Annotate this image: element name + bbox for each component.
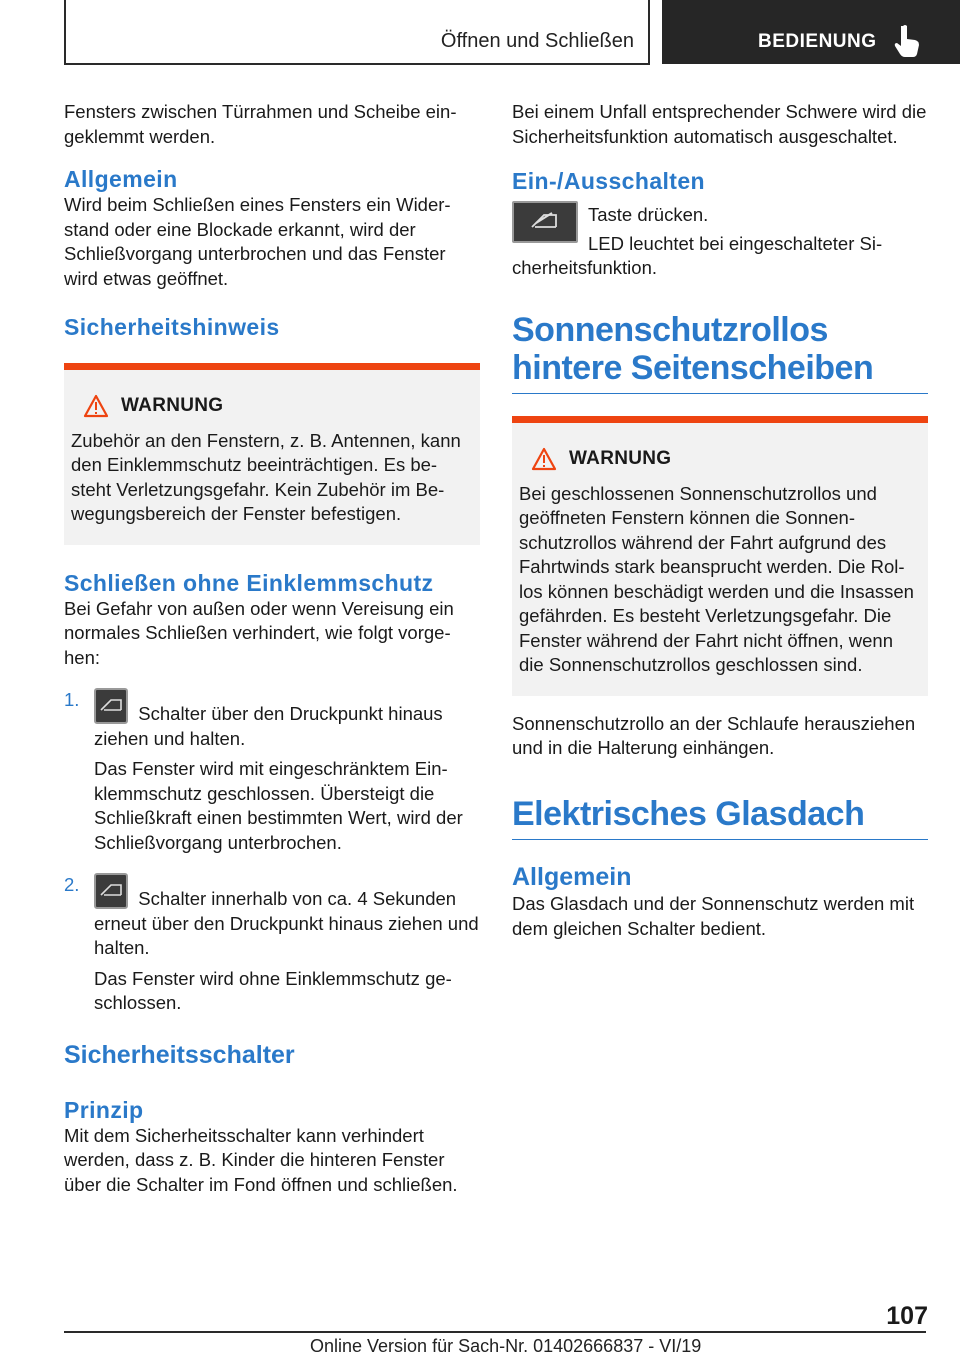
heading-elektrisches-glasdach: Elektrisches Glasdach: [512, 794, 865, 833]
warning-label: WARNUNG: [569, 448, 672, 469]
warning-text: Zubehör an den Fenstern, z. B. Antennen, kann den Einklemmschutz beeinträchtigen. Es besteht Verletzungsgefahr. Kein Zubehör im Bewegungsbereich der Fenster befestigen.: [71, 429, 461, 524]
warning-label: WARNUNG: [121, 395, 224, 416]
warning-triangle-icon: [531, 447, 557, 471]
heading-sicherheitsschalter: Sicherheitsschalter: [64, 1040, 295, 1069]
heading-rule: [512, 839, 928, 841]
pointing-hand-icon: [894, 24, 924, 58]
list-item-step-1: [64, 688, 480, 855]
schliessen-text: Bei Gefahr von außen oder wenn Vereisung ein normales Schließen verhindert, wie folgt vorgehen:: [64, 597, 454, 668]
section-title: Öffnen und Schließen: [440, 30, 634, 52]
intro-text: Fensters zwischen Türrahmen und Scheibe eingeklemmt werden.: [64, 101, 457, 147]
allgemein-text: Wird beim Schließen eines Fensters ein Widerstand oder eine Blockade erkannt, wird der Schließvorgang unterbrochen und das Fenster wird etwas geöffnet.: [64, 194, 451, 289]
warning-box: [64, 363, 480, 545]
header-bottom-border: [64, 63, 650, 65]
online-version-text: Online Version für Sach-Nr. 01402666837 - VI/19: [310, 1336, 702, 1356]
heading-allgemein-glasdach: Allgemein: [512, 863, 632, 891]
ein-aus-line1: Taste drücken.: [588, 204, 709, 225]
warning-text: Bei geschlossenen Sonnenschutzrollos und geöffneten Fenstern können die Sonnenschutzrollos während der Fahrt aufgrund des Fahrtwinds stark beansprucht werden. Die Rollos können beschädigt werden und die Insassen gefährden. Es besteht Verletzungsgefahr. Die Fenster während der Fahrt nicht öffnen, wenn die Sonnenschutzrollos geschlossen sind.: [519, 482, 914, 675]
step-subtext: Das Fenster wird ohne Einklemmschutz geschlossen.: [94, 967, 452, 1013]
heading-allgemein: Allgemein: [64, 166, 178, 192]
step-number: 1.: [64, 689, 80, 710]
warning-header: [83, 394, 470, 419]
step-subtext: Das Fenster wird mit eingeschränktem Einklemmschutz geschlossen. Übersteigt die Schließkraft einen bestimmten Wert, wird der Schließvorgang unterbrochen.: [94, 758, 463, 853]
heading-sonnenschutzrollos: Sonnenschutzrollos hintere Seitenscheiben: [512, 310, 874, 387]
warning-triangle-icon: [83, 394, 109, 418]
safety-switch-icon: [512, 201, 578, 243]
ein-aus-block: [512, 201, 928, 281]
chapter-tab: [662, 0, 960, 64]
list-item-step-2: [64, 873, 480, 1016]
page-number: 107: [886, 1302, 928, 1330]
left-column: [64, 100, 480, 1197]
step-number: 2.: [64, 874, 80, 895]
heading-prinzip: Prinzip: [64, 1096, 144, 1123]
warning-box: [512, 416, 928, 696]
step-text: Schalter über den Druckpunkt hinaus ziehen und halten.: [94, 703, 443, 749]
header-separator: [648, 0, 650, 64]
heading-rule: [512, 393, 928, 395]
window-switch-icon: [94, 688, 128, 724]
glasdach-text: Das Glasdach und der Sonnenschutz werden mit dem gleichen Schalter bedient.: [512, 893, 915, 939]
sonnenschutz-text: Sonnenschutzrollo an der Schlaufe herausziehen und in die Halterung einhängen.: [512, 712, 916, 758]
window-switch-icon: [94, 873, 128, 909]
ein-aus-line2: LED leuchtet bei eingeschalteter Sicherheitsfunktion.: [512, 232, 883, 278]
chapter-tab-label: BEDIENUNG: [758, 31, 877, 52]
prinzip-text: Mit dem Sicherheitsschalter kann verhindert werden, dass z. B. Kinder die hinteren Fenster über die Schalter im Fond öffnen und schließen.: [64, 1124, 458, 1195]
heading-sicherheitshinweis: Sicherheitshinweis: [64, 314, 280, 340]
right-column: [512, 100, 928, 941]
heading-ein-ausschalten: Ein-/Ausschalten: [512, 168, 705, 194]
footer-rule: [64, 1331, 926, 1333]
step-text: Schalter innerhalb von ca. 4 Sekunden erneut über den Druckpunkt hinaus ziehen und halten.: [94, 888, 479, 958]
warning-header: [531, 447, 918, 472]
heading-schliessen-ohne-einklemmschutz: Schließen ohne Einklemmschutz: [64, 569, 434, 596]
intro-text: Bei einem Unfall entsprechender Schwere wird die Sicherheitsfunktion automatisch ausgeschaltet.: [512, 101, 927, 147]
